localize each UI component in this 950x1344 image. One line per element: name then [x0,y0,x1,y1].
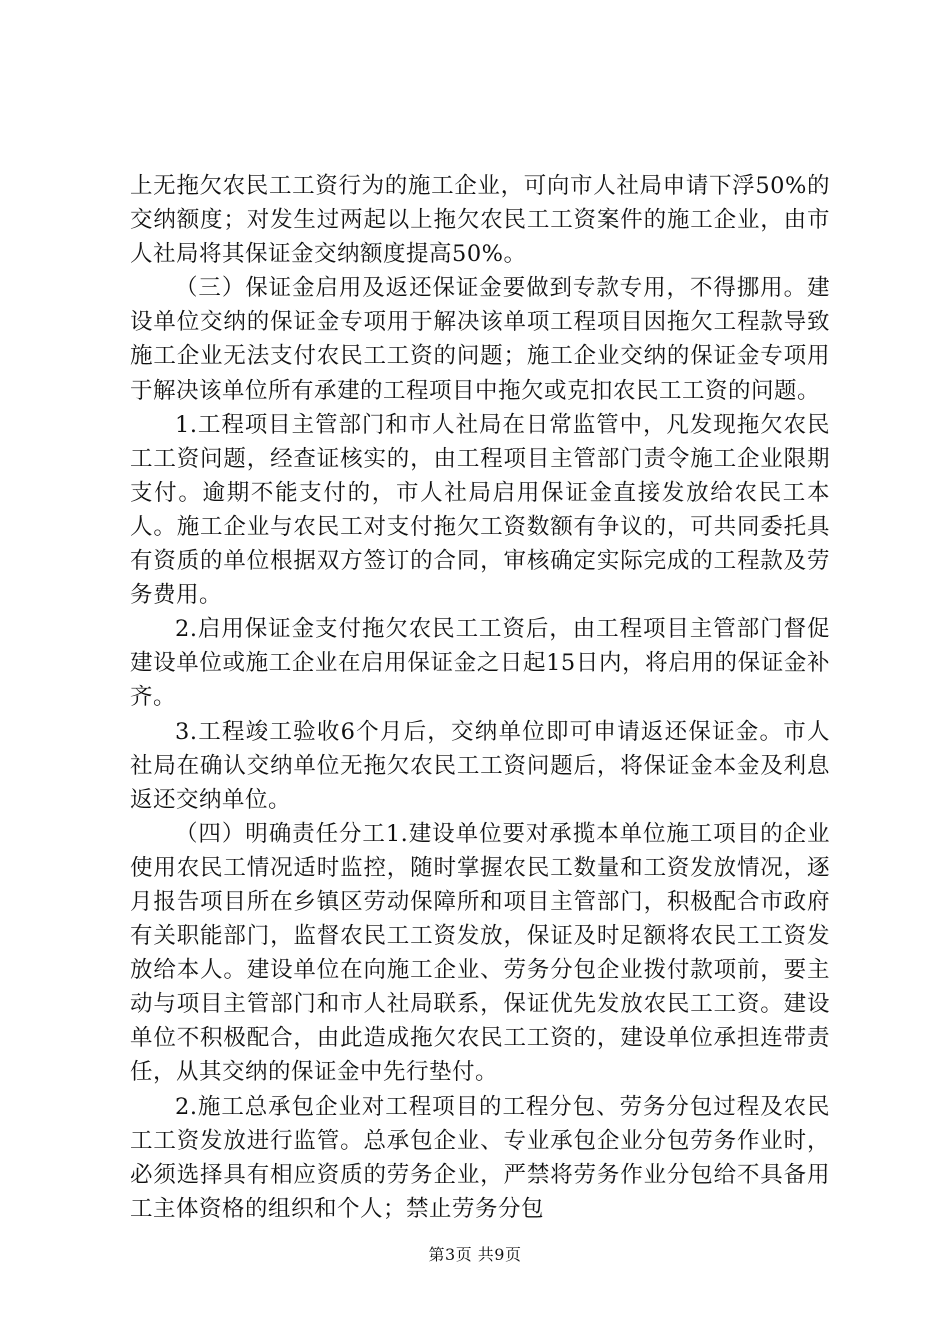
paragraph-section-4-item-2: 2.施工总承包企业对工程项目的工程分包、劳务分包过程及农民工工资发放进行监管。总承包企业、专业承包企业分包劳务作业时，必须选择具有相应资质的劳务企业，严禁将劳务作业分包给不具备用工主体资格的组织和个人；禁止劳务分包 [130,1093,830,1222]
paragraph-section-4: （四）明确责任分工1.建设单位要对承揽本单位施工项目的企业使用农民工情况适时监控，随时掌握农民工数量和工资发放情况，逐月报告项目所在乡镇区劳动保障所和项目主管部门，积极配合市政府有关职能部门，监督农民工工资发放，保证及时足额将农民工工资发放给本人。建设单位在向施工企业、劳务分包企业拨付款项前，要主动与项目主管部门和市人社局联系，保证优先发放农民工工资。建设单位不积极配合，由此造成拖欠农民工工资的，建设单位承担连带责任，从其交纳的保证金中先行垫付。 [130,820,830,1086]
paragraph-section-3: （三）保证金启用及返还保证金要做到专款专用，不得挪用。建设单位交纳的保证金专项用于解决该单项工程项目因拖欠工程款导致施工企业无法支付农民工工资的问题；施工企业交纳的保证金专项用于解决该单位所有承建的工程项目中拖欠或克扣农民工工资的问题。 [130,275,830,404]
paragraph-continuation: 上无拖欠农民工工资行为的施工企业，可向市人社局申请下浮50%的交纳额度；对发生过两起以上拖欠农民工工资案件的施工企业，由市人社局将其保证金交纳额度提高50%。 [130,173,830,268]
paragraph-item-1: 1.工程项目主管部门和市人社局在日常监管中，凡发现拖欠农民工工资问题，经查证核实的，由工程项目主管部门责令施工企业限期支付。逾期不能支付的，市人社局启用保证金直接发放给农民工本人。施工企业与农民工对支付拖欠工资数额有争议的，可共同委托具有资质的单位根据双方签订的合同，审核确定实际完成的工程款及劳务费用。 [130,411,830,609]
document-body [130,169,830,1226]
paragraph-item-2: 2.启用保证金支付拖欠农民工工资后，由工程项目主管部门督促建设单位或施工企业在启用保证金之日起15日内，将启用的保证金补齐。 [130,616,830,711]
page-number-footer: 第3页 共9页 [428,1245,522,1264]
paragraph-item-3: 3.工程竣工验收6个月后，交纳单位即可申请返还保证金。市人社局在确认交纳单位无拖欠农民工工资问题后，将保证金本金及利息返还交纳单位。 [130,718,830,813]
